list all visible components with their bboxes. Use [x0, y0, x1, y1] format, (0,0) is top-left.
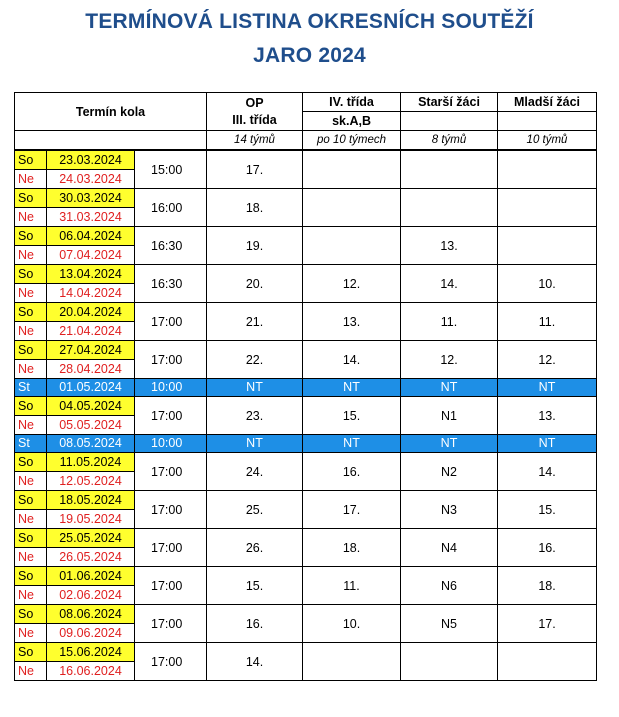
op-round: 26. [207, 529, 303, 567]
header-mladsi-blank [498, 112, 597, 131]
iv-midweek: NT [303, 379, 401, 397]
round-row [15, 303, 597, 322]
header-iv-line2: sk.A,B [303, 112, 401, 131]
saturday-day: So [15, 605, 47, 624]
mladsi-round: 16. [498, 529, 597, 567]
saturday-day: So [15, 265, 47, 284]
header-op-teams: 14 týmů [207, 131, 303, 151]
sunday-date: 14.04.2024 [47, 284, 135, 303]
starsi-midweek: NT [401, 379, 498, 397]
saturday-day: So [15, 567, 47, 586]
round-time: 17:00 [135, 529, 207, 567]
round-time: 17:00 [135, 643, 207, 681]
op-round: 14. [207, 643, 303, 681]
mladsi-round [498, 227, 597, 265]
saturday-day: So [15, 453, 47, 472]
sunday-date: 07.04.2024 [47, 246, 135, 265]
saturday-date: 11.05.2024 [47, 453, 135, 472]
saturday-day: So [15, 529, 47, 548]
starsi-round: N6 [401, 567, 498, 605]
round-time: 17:00 [135, 605, 207, 643]
iv-round [303, 227, 401, 265]
saturday-date: 08.06.2024 [47, 605, 135, 624]
saturday-day: So [15, 341, 47, 360]
sunday-day: Ne [15, 208, 47, 227]
op-round: 22. [207, 341, 303, 379]
iv-round: 13. [303, 303, 401, 341]
sunday-day: Ne [15, 548, 47, 567]
mladsi-round: 17. [498, 605, 597, 643]
saturday-date: 20.04.2024 [47, 303, 135, 322]
starsi-midweek: NT [401, 435, 498, 453]
iv-round: 12. [303, 265, 401, 303]
sunday-date: 31.03.2024 [47, 208, 135, 227]
saturday-date: 01.06.2024 [47, 567, 135, 586]
starsi-round: 11. [401, 303, 498, 341]
mladsi-midweek: NT [498, 379, 597, 397]
iv-round: 17. [303, 491, 401, 529]
round-time: 17:00 [135, 567, 207, 605]
header-op-line2: III. třída [232, 112, 277, 127]
midweek-row [15, 379, 597, 397]
header-starsi-teams: 8 týmů [401, 131, 498, 151]
starsi-round: 12. [401, 341, 498, 379]
iv-round [303, 643, 401, 681]
op-round: 20. [207, 265, 303, 303]
sunday-date: 28.04.2024 [47, 360, 135, 379]
op-round: 24. [207, 453, 303, 491]
round-time: 15:00 [135, 150, 207, 189]
op-midweek: NT [207, 435, 303, 453]
starsi-round: 13. [401, 227, 498, 265]
sunday-day: Ne [15, 246, 47, 265]
saturday-day: So [15, 227, 47, 246]
sunday-day: Ne [15, 360, 47, 379]
starsi-round: N4 [401, 529, 498, 567]
mladsi-round: 11. [498, 303, 597, 341]
sunday-day: Ne [15, 170, 47, 189]
mladsi-midweek: NT [498, 435, 597, 453]
saturday-date: 27.04.2024 [47, 341, 135, 360]
mladsi-round: 12. [498, 341, 597, 379]
op-round: 19. [207, 227, 303, 265]
iv-round [303, 150, 401, 189]
round-time: 16:30 [135, 227, 207, 265]
sunday-day: Ne [15, 416, 47, 435]
sunday-date: 16.06.2024 [47, 662, 135, 681]
starsi-round: N1 [401, 397, 498, 435]
sunday-date: 12.05.2024 [47, 472, 135, 491]
round-time: 17:00 [135, 453, 207, 491]
page-title: TERMÍNOVÁ LISTINA OKRESNÍCH SOUTĚŽÍ [85, 10, 534, 33]
round-time: 16:00 [135, 189, 207, 227]
midweek-day: St [15, 435, 47, 453]
starsi-round: 14. [401, 265, 498, 303]
sunday-day: Ne [15, 586, 47, 605]
starsi-round [401, 189, 498, 227]
sunday-day: Ne [15, 284, 47, 303]
header-row-3 [15, 131, 597, 151]
midweek-date: 01.05.2024 [47, 379, 135, 397]
round-row [15, 643, 597, 662]
iv-round: 16. [303, 453, 401, 491]
round-row [15, 265, 597, 284]
midweek-row [15, 435, 597, 453]
page-subtitle: JARO 2024 [253, 44, 366, 67]
midweek-time: 10:00 [135, 379, 207, 397]
header-starsi: Starší žáci [401, 93, 498, 112]
sunday-day: Ne [15, 624, 47, 643]
round-row [15, 453, 597, 472]
round-row [15, 341, 597, 360]
sunday-date: 09.06.2024 [47, 624, 135, 643]
saturday-date: 06.04.2024 [47, 227, 135, 246]
round-time: 17:00 [135, 303, 207, 341]
sunday-date: 05.05.2024 [47, 416, 135, 435]
saturday-day: So [15, 189, 47, 208]
mladsi-round [498, 189, 597, 227]
saturday-date: 30.03.2024 [47, 189, 135, 208]
op-round: 16. [207, 605, 303, 643]
iv-round: 14. [303, 341, 401, 379]
mladsi-round: 18. [498, 567, 597, 605]
saturday-date: 23.03.2024 [47, 150, 135, 170]
round-time: 17:00 [135, 397, 207, 435]
mladsi-round [498, 150, 597, 189]
iv-round: 15. [303, 397, 401, 435]
round-time: 16:30 [135, 265, 207, 303]
header-op-line1: OP [245, 95, 264, 110]
mladsi-round: 10. [498, 265, 597, 303]
round-row [15, 397, 597, 416]
saturday-date: 04.05.2024 [47, 397, 135, 416]
mladsi-round: 14. [498, 453, 597, 491]
saturday-day: So [15, 150, 47, 170]
iv-round: 11. [303, 567, 401, 605]
sunday-day: Ne [15, 472, 47, 491]
op-round: 18. [207, 189, 303, 227]
iv-midweek: NT [303, 435, 401, 453]
midweek-day: St [15, 379, 47, 397]
saturday-day: So [15, 643, 47, 662]
iv-round: 10. [303, 605, 401, 643]
header-op [207, 93, 303, 131]
mladsi-round [498, 643, 597, 681]
starsi-round: N2 [401, 453, 498, 491]
round-row [15, 567, 597, 586]
saturday-date: 25.05.2024 [47, 529, 135, 548]
starsi-round [401, 150, 498, 189]
op-round: 25. [207, 491, 303, 529]
header-mladsi-teams: 10 týmů [498, 131, 597, 151]
header-row-1 [15, 93, 597, 112]
round-row [15, 189, 597, 208]
starsi-round: N3 [401, 491, 498, 529]
round-row [15, 605, 597, 624]
round-row [15, 529, 597, 548]
schedule-table [14, 92, 597, 681]
midweek-time: 10:00 [135, 435, 207, 453]
midweek-date: 08.05.2024 [47, 435, 135, 453]
round-row [15, 150, 597, 170]
op-round: 15. [207, 567, 303, 605]
header-termin: Termín kola [15, 93, 207, 131]
starsi-round [401, 643, 498, 681]
iv-round: 18. [303, 529, 401, 567]
op-round: 23. [207, 397, 303, 435]
op-round: 21. [207, 303, 303, 341]
header-termin-blank [15, 131, 207, 151]
iv-round [303, 189, 401, 227]
op-round: 17. [207, 150, 303, 189]
sunday-date: 19.05.2024 [47, 510, 135, 529]
header-mladsi: Mladší žáci [498, 93, 597, 112]
mladsi-round: 15. [498, 491, 597, 529]
saturday-day: So [15, 397, 47, 416]
op-midweek: NT [207, 379, 303, 397]
saturday-day: So [15, 491, 47, 510]
round-time: 17:00 [135, 491, 207, 529]
sunday-date: 24.03.2024 [47, 170, 135, 189]
sunday-date: 21.04.2024 [47, 322, 135, 341]
sunday-date: 02.06.2024 [47, 586, 135, 605]
round-time: 17:00 [135, 341, 207, 379]
header-iv-teams: po 10 týmech [303, 131, 401, 151]
sunday-day: Ne [15, 510, 47, 529]
sunday-day: Ne [15, 322, 47, 341]
round-row [15, 491, 597, 510]
mladsi-round: 13. [498, 397, 597, 435]
sunday-day: Ne [15, 662, 47, 681]
sunday-date: 26.05.2024 [47, 548, 135, 567]
saturday-date: 15.06.2024 [47, 643, 135, 662]
round-row [15, 227, 597, 246]
saturday-date: 13.04.2024 [47, 265, 135, 284]
saturday-day: So [15, 303, 47, 322]
saturday-date: 18.05.2024 [47, 491, 135, 510]
header-iv-line1: IV. třída [303, 93, 401, 112]
starsi-round: N5 [401, 605, 498, 643]
header-starsi-blank [401, 112, 498, 131]
